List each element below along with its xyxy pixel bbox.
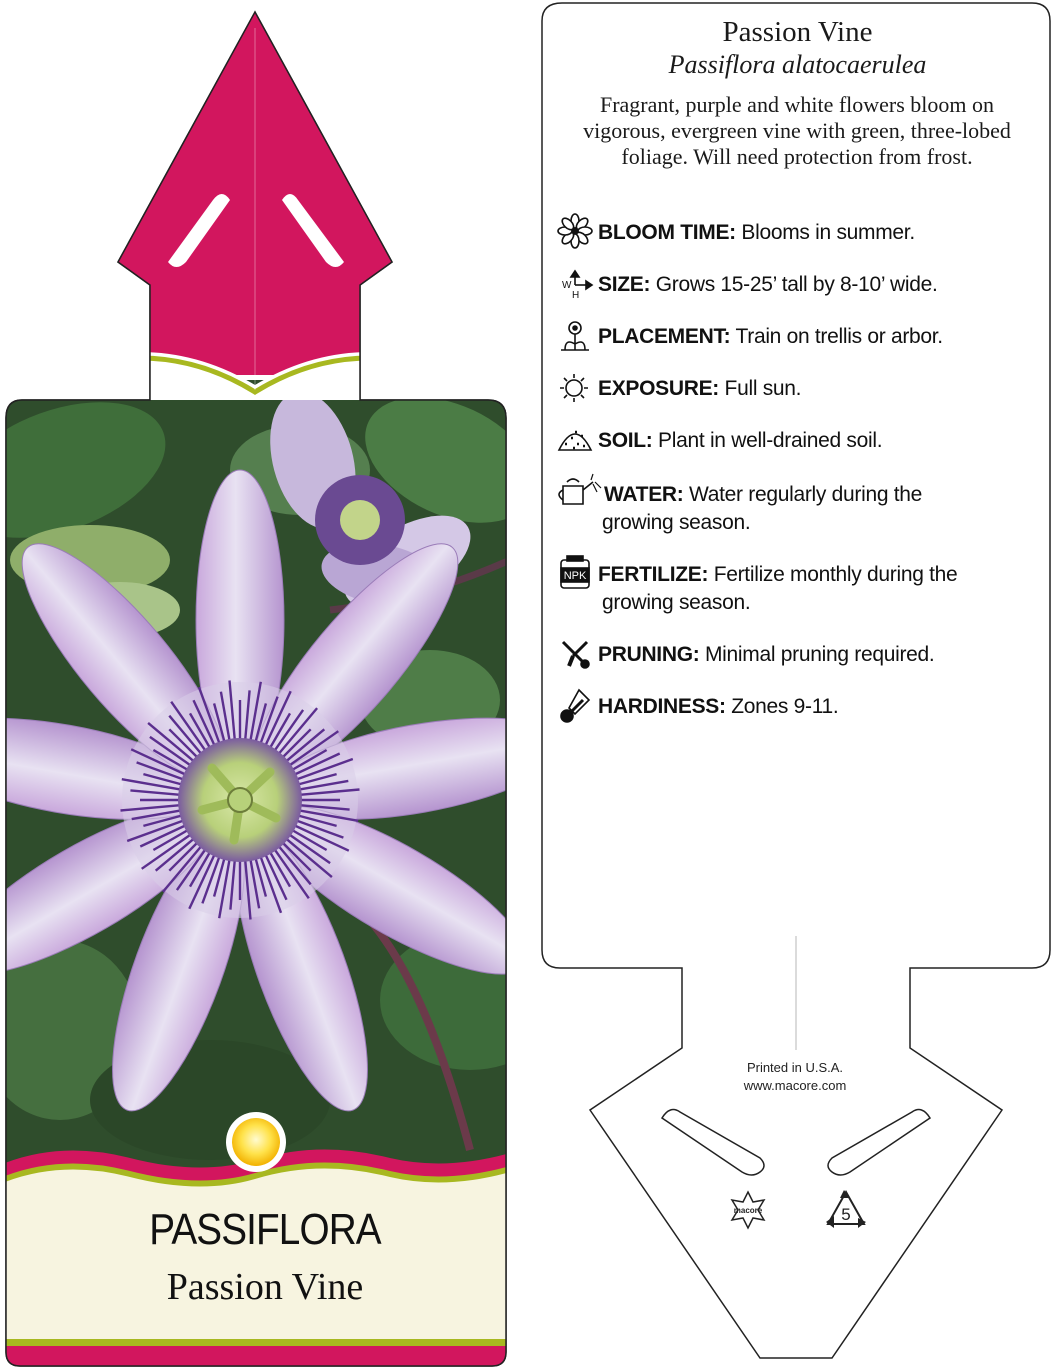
care-text: Grows 15-25’ tall by 8-10’ wide. xyxy=(655,273,938,296)
care-text: Blooms in summer. xyxy=(741,221,915,244)
size-icon-h: H xyxy=(572,290,580,301)
care-label: SIZE: xyxy=(598,273,651,296)
care-label: BLOOM TIME: xyxy=(598,221,736,244)
printed-info xyxy=(700,1059,890,1095)
sun-icon xyxy=(226,1112,286,1172)
printed-country: Printed in U.S.A. xyxy=(746,1060,844,1075)
macore-logo-text: macore xyxy=(733,1206,763,1215)
scientific-name: Passiflora alatocaerulea xyxy=(668,50,927,79)
care-text: Zones 9-11. xyxy=(731,695,839,718)
flower-icon xyxy=(558,214,592,248)
genus-name: PASSIFLORA xyxy=(149,1205,381,1254)
header-banner xyxy=(0,0,520,375)
care-label: HARDINESS: xyxy=(598,695,726,718)
care-text: Fertilize monthly during the xyxy=(713,563,958,586)
back-tag-outline xyxy=(542,3,1050,1358)
care-label: EXPOSURE: xyxy=(598,377,719,400)
care-label: PRUNING: xyxy=(598,643,700,666)
care-text: Train on trellis or arbor. xyxy=(735,325,943,348)
website: www.macore.com xyxy=(743,1078,847,1093)
size-icon-w: W xyxy=(562,280,572,291)
care-text: Full sun. xyxy=(724,377,802,400)
fertilizer-badge: NPK xyxy=(563,570,587,582)
back-tag xyxy=(542,3,1050,1358)
care-text-cont: growing season. xyxy=(602,511,751,534)
recycle-number: 5 xyxy=(841,1205,851,1224)
care-text-cont: growing season. xyxy=(602,591,751,614)
care-label: WATER: xyxy=(604,483,684,506)
plant-description: Fragrant, purple and white flowers bloom on vigorous, evergreen vine with green, three-lobed foliage. Will need protection from frost. xyxy=(583,92,1011,169)
care-label: PLACEMENT: xyxy=(598,325,731,348)
common-name: Passion Vine xyxy=(166,1266,364,1308)
care-text: Minimal pruning required. xyxy=(704,643,935,666)
back-title: Passion Vine xyxy=(722,16,873,48)
care-text: Water regularly during the xyxy=(689,483,923,506)
care-label: FERTILIZE: xyxy=(598,563,709,586)
care-label: SOIL: xyxy=(598,429,653,452)
care-text: Plant in well-drained soil. xyxy=(658,429,883,452)
fertilizer-icon xyxy=(561,556,589,588)
